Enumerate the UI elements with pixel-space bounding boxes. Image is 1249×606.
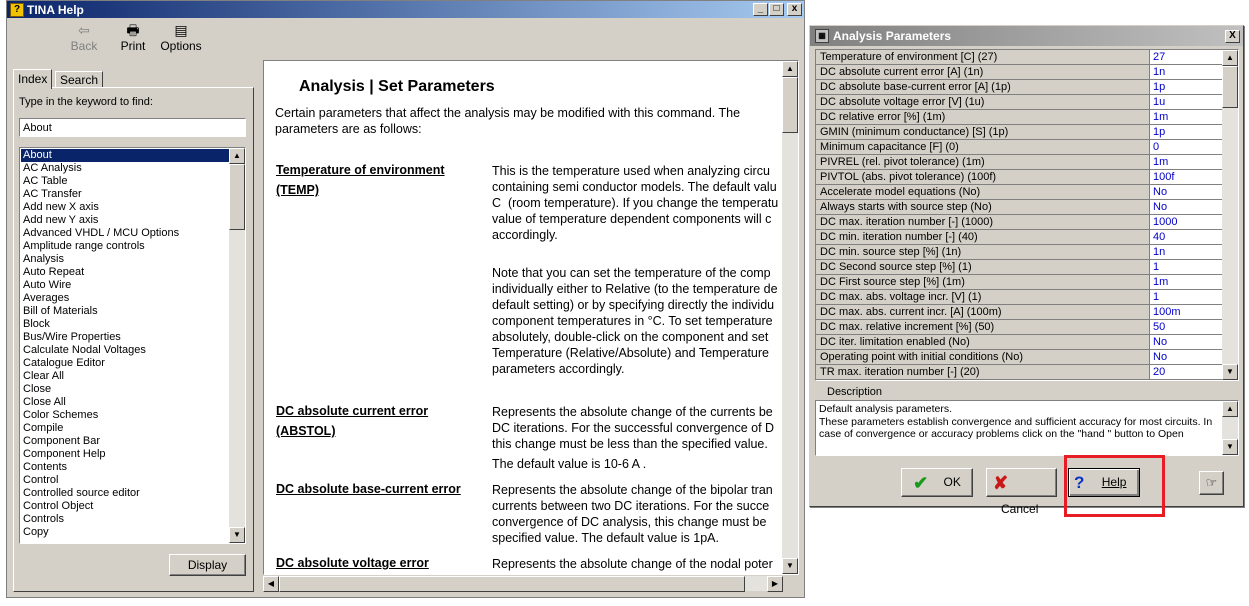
- parameter-value[interactable]: 1m: [1150, 155, 1222, 169]
- index-item[interactable]: Amplitude range controls: [23, 240, 145, 252]
- index-item[interactable]: Component Bar: [23, 435, 101, 447]
- content-scrollbar[interactable]: [782, 61, 798, 574]
- parameter-value[interactable]: No: [1150, 350, 1222, 364]
- index-item[interactable]: Close All: [23, 396, 66, 408]
- back-button[interactable]: [67, 22, 101, 53]
- analysis-parameters-dialog: [809, 25, 1244, 516]
- parameter-row[interactable]: [816, 350, 1222, 365]
- parameter-value[interactable]: No: [1150, 185, 1222, 199]
- parameter-name: DC min. iteration number [-] (40): [816, 230, 1150, 244]
- keyword-label: Type in the keyword to find:: [19, 96, 153, 108]
- scroll-down-icon[interactable]: ▼: [229, 527, 245, 543]
- parameter-name: GMIN (minimum conductance) [S] (1p): [816, 125, 1150, 139]
- parameter-row[interactable]: [816, 365, 1222, 380]
- index-item[interactable]: Averages: [23, 292, 70, 304]
- index-item[interactable]: Clear All: [23, 370, 64, 382]
- index-item[interactable]: Control Object: [23, 500, 94, 512]
- parameter-name: Always starts with source step (No): [816, 200, 1150, 214]
- help-window-title: TINA Help: [27, 2, 84, 17]
- index-item[interactable]: AC Analysis: [23, 162, 82, 174]
- index-item[interactable]: Component Help: [23, 448, 106, 460]
- parameter-value[interactable]: 1000: [1150, 215, 1222, 229]
- grid-scrollbar[interactable]: [1222, 50, 1238, 380]
- navigation-pane: [7, 61, 263, 599]
- parameter-name: DC max. relative increment [%] (50): [816, 320, 1150, 334]
- display-button[interactable]: Display: [169, 554, 246, 576]
- parameter-value[interactable]: 100f: [1150, 170, 1222, 184]
- options-button[interactable]: [159, 22, 203, 53]
- parameter-name: DC min. source step [%] (1n): [816, 245, 1150, 259]
- scroll-right-icon[interactable]: ▶: [767, 576, 783, 592]
- question-icon: ?: [1074, 472, 1085, 492]
- help-content-pane: [263, 60, 799, 575]
- minimize-button[interactable]: _: [753, 3, 768, 16]
- scroll-left-icon[interactable]: ◀: [263, 576, 279, 592]
- dialog-app-icon: ▦: [815, 29, 829, 43]
- close-button[interactable]: x: [787, 3, 802, 16]
- parameter-name: DC absolute current error [A] (1n): [816, 65, 1150, 79]
- index-list[interactable]: [19, 147, 246, 544]
- parameter-name: DC First source step [%] (1m): [816, 275, 1150, 289]
- index-item[interactable]: Close: [23, 383, 52, 395]
- parameter-row[interactable]: [816, 320, 1222, 335]
- parameter-name: PIVTOL (abs. pivot tolerance) (100f): [816, 170, 1150, 184]
- parameter-row[interactable]: [816, 260, 1222, 275]
- index-item[interactable]: Auto Repeat: [23, 266, 85, 278]
- help-toolbar: [7, 18, 804, 60]
- description-scrollbar[interactable]: [1222, 401, 1238, 455]
- parameter-value[interactable]: 1p: [1150, 80, 1222, 94]
- parameter-value[interactable]: 50: [1150, 320, 1222, 334]
- index-item[interactable]: Block: [23, 318, 50, 330]
- index-scrollbar[interactable]: [229, 148, 245, 543]
- horizontal-scroll-thumb[interactable]: [279, 576, 745, 592]
- parameter-row[interactable]: [816, 140, 1222, 155]
- parameter-name: Temperature of environment [C] (27): [816, 50, 1150, 64]
- parameter-value[interactable]: 27: [1150, 50, 1222, 64]
- print-button[interactable]: [117, 22, 149, 53]
- parameter-value[interactable]: 1m: [1150, 275, 1222, 289]
- tab-search[interactable]: Search: [55, 71, 103, 88]
- parameter-row[interactable]: [816, 125, 1222, 140]
- help-app-icon: ?: [10, 3, 24, 17]
- index-item[interactable]: Analysis: [23, 253, 64, 265]
- parameter-value[interactable]: No: [1150, 335, 1222, 349]
- content-scroll-thumb[interactable]: [782, 77, 798, 133]
- parameter-row[interactable]: [816, 110, 1222, 125]
- description-label: Description: [827, 386, 883, 398]
- content-scroll-up-icon[interactable]: ▲: [782, 61, 798, 77]
- scroll-thumb[interactable]: [229, 164, 245, 230]
- parameter-name: DC absolute voltage error [V] (1u): [816, 95, 1150, 109]
- parameter-name: Operating point with initial conditions (No): [816, 350, 1150, 364]
- index-items: [21, 149, 229, 539]
- parameter-row[interactable]: [816, 170, 1222, 185]
- grid-scroll-thumb[interactable]: [1222, 66, 1238, 108]
- index-item[interactable]: AC Transfer: [23, 188, 82, 200]
- maximize-button[interactable]: □: [769, 3, 784, 16]
- parameter-value[interactable]: 100m: [1150, 305, 1222, 319]
- cancel-label: Cancel: [1001, 501, 1039, 516]
- parameter-name: Minimum capacitance [F] (0): [816, 140, 1150, 154]
- index-item[interactable]: Catalogue Editor: [23, 357, 105, 369]
- parameter-row[interactable]: [816, 155, 1222, 170]
- content-scroll-down-icon[interactable]: ▼: [782, 558, 798, 574]
- parameter-value[interactable]: 1n: [1150, 245, 1222, 259]
- description-box: [815, 400, 1239, 456]
- parameter-name: PIVREL (rel. pivot tolerance) (1m): [816, 155, 1150, 169]
- desc-scroll-up-icon[interactable]: ▲: [1222, 401, 1238, 417]
- parameter-row[interactable]: [816, 305, 1222, 320]
- intro-text: Certain parameters that affect the analysis may be modified with this command. The parameters are as follows:: [275, 106, 741, 136]
- page-title: Analysis | Set Parameters: [299, 78, 495, 95]
- options-label: Options: [160, 39, 202, 53]
- hand-pointer-icon: ☞: [1205, 475, 1218, 490]
- index-item[interactable]: Controls: [23, 513, 64, 525]
- parameter-value[interactable]: 1u: [1150, 95, 1222, 109]
- parameter-value[interactable]: 1m: [1150, 110, 1222, 124]
- parameter-value[interactable]: 1: [1150, 290, 1222, 304]
- parameter-row[interactable]: [816, 230, 1222, 245]
- grid-scroll-down-icon[interactable]: ▼: [1222, 364, 1238, 380]
- index-item[interactable]: Control: [23, 474, 59, 486]
- index-item[interactable]: Contents: [23, 461, 68, 473]
- parameter-name: DC absolute base-current error [A] (1p): [816, 80, 1150, 94]
- parameter-value[interactable]: 40: [1150, 230, 1222, 244]
- index-item[interactable]: Color Schemes: [23, 409, 99, 421]
- keyword-input[interactable]: [19, 118, 246, 137]
- highlight-box: [1064, 455, 1165, 517]
- desc-abstol: Represents the absolute change of the currents be DC iterations. For the successful convergence of D this change must be less than the specified value.: [492, 405, 775, 451]
- index-item[interactable]: Copy: [23, 526, 49, 538]
- parameter-value[interactable]: 20: [1150, 365, 1222, 379]
- help-title-bar: [7, 1, 804, 18]
- desc-base-current: Represents the absolute change of the bipolar tran currents between two DC iterations. For the succe convergence of DC analysis, this change must be specified value. The default value is 1pA.: [492, 483, 773, 545]
- parameter-name: TR max. iteration number [-] (20): [816, 365, 1150, 379]
- index-item[interactable]: About: [21, 149, 229, 162]
- parameter-name: Accelerate model equations (No): [816, 185, 1150, 199]
- tab-index[interactable]: Index: [13, 69, 52, 89]
- index-item[interactable]: Add new X axis: [23, 201, 99, 213]
- index-item[interactable]: Add new Y axis: [23, 214, 99, 226]
- parameter-row[interactable]: [816, 185, 1222, 200]
- ok-label: OK: [943, 475, 961, 489]
- help-label: Help: [1101, 475, 1127, 489]
- desc-voltage-error: Represents the absolute change of the nodal poter: [492, 557, 773, 571]
- index-item[interactable]: Bus/Wire Properties: [23, 331, 121, 343]
- parameter-row[interactable]: [816, 275, 1222, 290]
- parameter-rows: [816, 50, 1222, 380]
- back-label: Back: [70, 39, 98, 53]
- index-item[interactable]: Calculate Nodal Voltages: [23, 344, 146, 356]
- parameter-value[interactable]: 0: [1150, 140, 1222, 154]
- help-content-body: [264, 61, 783, 574]
- desc-scroll-down-icon[interactable]: ▼: [1222, 439, 1238, 455]
- parameters-grid[interactable]: [815, 49, 1239, 381]
- parameter-row[interactable]: [816, 215, 1222, 230]
- parameter-value[interactable]: 1p: [1150, 125, 1222, 139]
- desc-temperature-note: Note that you can set the temperature of the comp individually either to Relative (to the temperature de default setting) or by specifying directly the individu component temperatures in °C. To set temperature absolutely, double-click on the component and set Temperature (Relative/Absolute) and Temperature parameters accordingly.: [492, 266, 778, 376]
- parameter-row[interactable]: [816, 335, 1222, 350]
- parameter-row[interactable]: [816, 80, 1222, 95]
- grid-scroll-up-icon[interactable]: ▲: [1222, 50, 1238, 66]
- dialog-title-bar: [810, 26, 1243, 46]
- ok-button[interactable]: [901, 468, 973, 497]
- index-item[interactable]: Controlled source editor: [23, 487, 140, 499]
- cross-icon: ✘: [993, 472, 1009, 493]
- parameter-row[interactable]: [816, 50, 1222, 65]
- term-voltage-error[interactable]: DC absolute voltage error: [276, 556, 429, 570]
- dialog-title: Analysis Parameters: [833, 29, 952, 43]
- parameter-row[interactable]: [816, 245, 1222, 260]
- parameter-value[interactable]: 1: [1150, 260, 1222, 274]
- description-text: Default analysis parameters. These parameters establish convergence and sufficient accuracy for most circuits. In case of convergence or accuracy problems click on the "hand " button to Open: [819, 403, 1213, 440]
- term-base-current[interactable]: DC absolute base-current error: [276, 482, 461, 496]
- cancel-button[interactable]: [986, 468, 1057, 516]
- index-tab-panel: [13, 87, 254, 592]
- parameter-row[interactable]: [816, 95, 1222, 110]
- parameter-name: DC Second source step [%] (1): [816, 260, 1150, 274]
- parameter-name: DC iter. limitation enabled (No): [816, 335, 1150, 349]
- parameter-row[interactable]: [816, 290, 1222, 305]
- desc-abstol-default: The default value is 10-6 A .: [492, 457, 647, 471]
- content-horizontal-scrollbar[interactable]: [263, 575, 783, 591]
- parameter-name: DC max. iteration number [-] (1000): [816, 215, 1150, 229]
- index-item[interactable]: Auto Wire: [23, 279, 72, 291]
- parameter-row[interactable]: [816, 65, 1222, 80]
- parameter-row[interactable]: [816, 200, 1222, 215]
- index-item[interactable]: Advanced VHDL / MCU Options: [23, 227, 180, 239]
- desc-temperature: This is the temperature used when analyzing circu containing semi conductor models. The default valu C (room temperature). If you change the temperatu value of temperature dependent components will c accordingly.: [492, 164, 779, 242]
- parameter-value[interactable]: No: [1150, 200, 1222, 214]
- dialog-close-button[interactable]: X: [1225, 30, 1240, 43]
- print-label: Print: [120, 39, 146, 53]
- index-item[interactable]: Bill of Materials: [23, 305, 98, 317]
- scroll-up-icon[interactable]: ▲: [229, 148, 245, 164]
- term-temperature[interactable]: Temperature of environment (TEMP): [276, 163, 445, 197]
- options-icon: ▤: [174, 22, 188, 38]
- parameter-value[interactable]: 1n: [1150, 65, 1222, 79]
- printer-icon: 🖶: [126, 22, 140, 38]
- hand-button[interactable]: [1199, 471, 1224, 495]
- index-item[interactable]: Compile: [23, 422, 64, 434]
- index-item[interactable]: AC Table: [23, 175, 68, 187]
- parameter-name: DC max. abs. voltage incr. [V] (1): [816, 290, 1150, 304]
- check-icon: ✔: [913, 472, 929, 493]
- parameter-name: DC max. abs. current incr. [A] (100m): [816, 305, 1150, 319]
- term-abstol[interactable]: DC absolute current error (ABSTOL): [276, 404, 429, 438]
- back-arrow-icon: ⇦: [78, 22, 90, 38]
- parameter-name: DC relative error [%] (1m): [816, 110, 1150, 124]
